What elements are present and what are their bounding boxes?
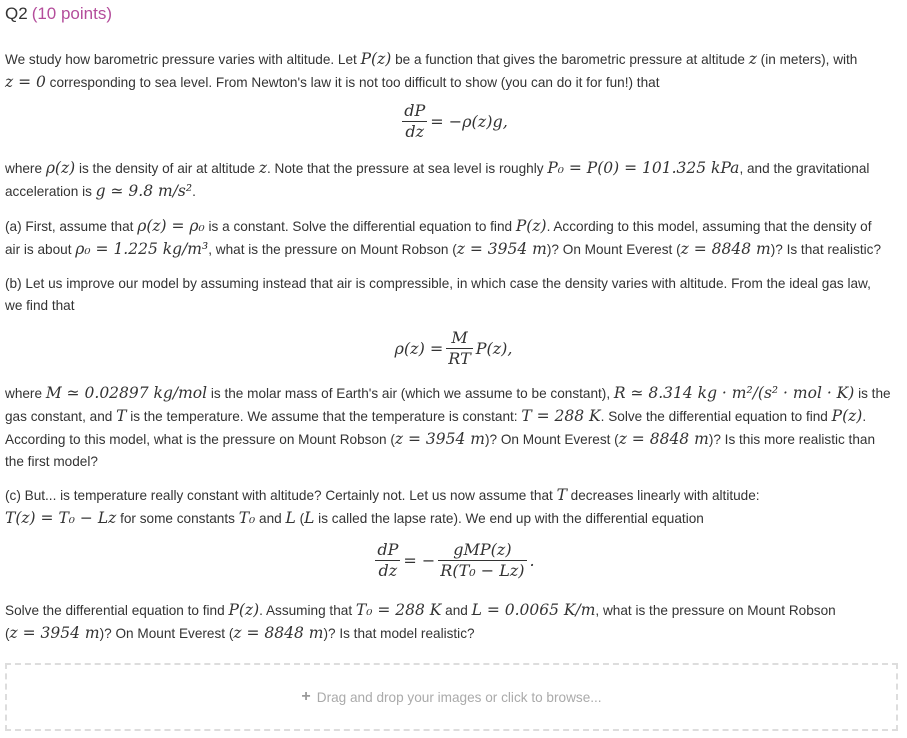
fraction	[438, 540, 526, 581]
text: Solve the differential equation to find	[5, 603, 229, 618]
text: )? Is this more realistic than	[708, 432, 876, 447]
text: is called the lapse rate). We end up with the differential equation	[314, 511, 704, 526]
text: and	[441, 603, 472, 618]
math: z = 0	[5, 73, 46, 91]
gas-constants-paragraph	[5, 382, 901, 473]
question-header	[5, 4, 112, 24]
text: )? On Mount Everest (	[484, 432, 619, 447]
math: z	[258, 159, 267, 177]
text: )? On Mount Everest (	[546, 242, 681, 257]
equation-lhs: ρ(z) =	[394, 339, 444, 358]
question-label: Q2	[5, 4, 28, 23]
math: L = 0.0065 K/m	[471, 601, 596, 619]
part-a-paragraph	[5, 215, 901, 261]
text: According to this model, what is the pressure on Mount Robson (	[5, 432, 395, 447]
text: for some constants	[116, 511, 239, 526]
math: T₀ = 288 K	[355, 601, 442, 619]
math: P(z)	[831, 407, 863, 425]
math: T₀	[238, 509, 256, 527]
equation-rhs: P(z),	[475, 339, 513, 358]
part-b-paragraph	[5, 273, 901, 317]
text: (	[295, 511, 305, 526]
math: M ≃ 0.02897 kg/mol	[45, 384, 208, 402]
text: is the molar mass of Earth's air (which we assume to be constant),	[207, 386, 614, 401]
math: P(z)	[228, 601, 260, 619]
math: T	[116, 407, 127, 425]
math: ρ(z)	[45, 159, 76, 177]
text: where	[5, 386, 46, 401]
text: . Assuming that	[259, 603, 356, 618]
text: .	[192, 184, 196, 199]
math: P₀ = P(0) = 101.325 kPa	[547, 159, 740, 177]
math: L	[304, 509, 315, 527]
text: acceleration is	[5, 184, 96, 199]
text: is the	[854, 386, 891, 401]
text: we find that	[5, 298, 75, 313]
math: z = 8848 m	[233, 624, 324, 642]
math: z = 3954 m	[9, 624, 100, 642]
math: L	[285, 509, 296, 527]
equation-end: .	[529, 551, 535, 570]
text: and	[255, 511, 286, 526]
fraction-numerator: dP	[404, 101, 426, 120]
text: , and the gravitational	[739, 161, 870, 176]
text: where	[5, 161, 46, 176]
fraction-denominator: dz	[378, 561, 398, 580]
text: .	[862, 409, 867, 424]
text: . Note that the pressure at sea level is roughly	[266, 161, 548, 176]
text: decreases linearly with altitude:	[566, 488, 760, 503]
text: (b) Let us improve our model by assuming instead that air is compressible, in which case the density varies with altitude. From the ideal gas law,	[5, 276, 871, 291]
math: ρ₀ = 1.225 kg/m³	[75, 240, 209, 258]
text: We study how barometric pressure varies with altitude. Let	[5, 52, 361, 67]
math: P(z)	[360, 50, 392, 68]
text: gas constant, and	[5, 409, 117, 424]
image-upload-dropzone[interactable]	[5, 663, 898, 731]
text: (a) First, assume that	[5, 219, 138, 234]
equation-operator: = −	[403, 551, 436, 570]
text: is a constant. Solve the differential equation to find	[204, 219, 516, 234]
fraction-numerator: M	[446, 328, 472, 349]
math: T	[556, 486, 567, 504]
equation-rhs: = −ρ(z)g,	[430, 112, 508, 131]
density-paragraph	[5, 157, 901, 203]
math: R ≃ 8.314 kg · m²/(s² · mol · K)	[613, 384, 855, 402]
text: )? Is that realistic?	[770, 242, 882, 257]
fraction	[402, 101, 427, 142]
text: be a function that gives the barometric pressure at altitude	[391, 52, 749, 67]
math: P(z)	[515, 217, 547, 235]
equation-lapse-rate	[5, 540, 902, 581]
part-c-paragraph	[5, 484, 901, 530]
text: , what is the pressure on Mount Robson (	[208, 242, 457, 257]
math: ρ(z) = ρ₀	[137, 217, 205, 235]
text: (	[5, 626, 10, 641]
text: is the density of air at altitude	[75, 161, 259, 176]
fraction-denominator: RT	[448, 349, 471, 368]
math: g ≃ 9.8 m/s²	[95, 182, 193, 200]
intro-paragraph	[5, 48, 901, 94]
equation-dp-dz	[5, 101, 902, 142]
text: , what is the pressure on Mount Robson	[595, 603, 836, 618]
fraction-denominator: R(T₀ − Lz)	[440, 561, 525, 580]
math: z = 8848 m	[680, 240, 771, 258]
upload-label: Drag and drop your images or click to browse...	[316, 689, 602, 705]
solve-c-paragraph	[5, 599, 901, 645]
fraction-denominator: dz	[405, 122, 425, 141]
fraction-numerator: dP	[377, 540, 399, 559]
fraction	[375, 540, 400, 581]
text: )? On Mount Everest (	[99, 626, 234, 641]
math: z	[748, 50, 757, 68]
question-points: (10 points)	[31, 4, 113, 23]
text: the first model?	[5, 454, 98, 469]
text: air is about	[5, 242, 76, 257]
math: T(z) = T₀ − Lz	[5, 509, 117, 527]
fraction-numerator: gMP(z)	[438, 540, 526, 561]
text: )? Is that model realistic?	[323, 626, 475, 641]
text: (in meters), with	[756, 52, 858, 67]
math: z = 8848 m	[618, 430, 709, 448]
equation-ideal-gas	[5, 328, 902, 369]
plus-icon: +	[301, 688, 311, 705]
text: (c) But... is temperature really constant with altitude? Certainly not. Let us now assume that	[5, 488, 557, 503]
text: . Solve the differential equation to find	[600, 409, 832, 424]
math: z = 3954 m	[456, 240, 547, 258]
math: z = 3954 m	[394, 430, 485, 448]
text: is the temperature. We assume that the temperature is constant:	[126, 409, 522, 424]
fraction	[446, 328, 472, 369]
math: T = 288 K	[521, 407, 601, 425]
text: corresponding to sea level. From Newton's law it is not too difficult to show (you can do it for fun!) that	[45, 75, 660, 90]
text: . According to this model, assuming that the density of	[546, 219, 872, 234]
